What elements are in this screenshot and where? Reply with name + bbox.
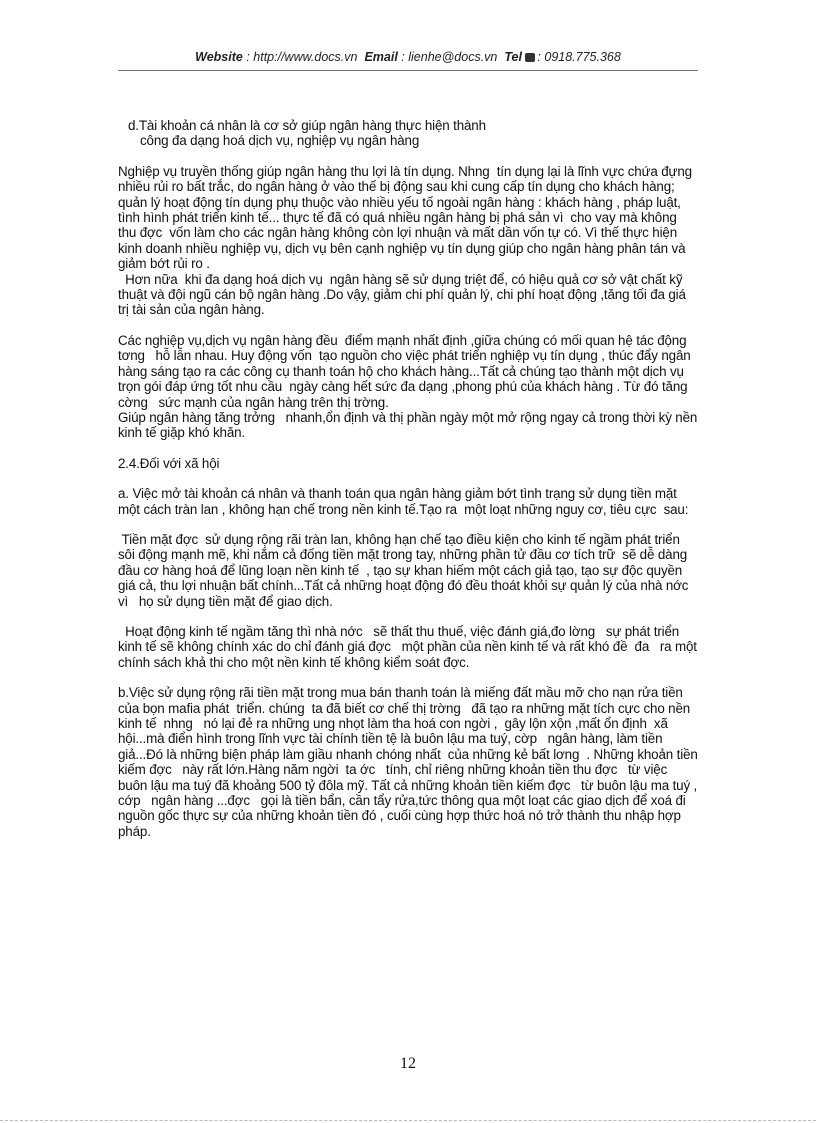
website-value: : http://www.docs.vn bbox=[246, 50, 358, 64]
page-header bbox=[118, 50, 698, 64]
paragraph-tax-loss: Hoạt động kinh tế ngầm tăng thì nhà nớc sẽ thất thu thuế, việc đánh giá,đo lờng sự phát triển kinh tế sẽ không chính xác do chỉ đánh giá đợc một phần của nền kinh tế và rất khó đề đa ra một chính sách khả thi cho một nền kinh tế không kiểm soát đợc. bbox=[118, 623, 701, 670]
tel-label: Tel bbox=[504, 50, 522, 64]
document-body bbox=[118, 118, 702, 839]
paragraph-growth: Giúp ngân hàng tăng trởng nhanh,ổn định và thị phần ngày một mở rộng ngay cả trong thời kỳ nền kinh tế giặp khó khăn. bbox=[118, 409, 701, 441]
email-label: Email bbox=[364, 50, 398, 64]
paragraph-diversification-benefit: Hơn nữa khi đa dạng hoá dịch vụ ngân hàng sẽ sử dụng triệt để, có hiệu quả cơ sở vật chất kỹ thuật và đội ngũ cán bộ ngân hàng .Do vậy, giảm chi phí quản lý, chi phí hoạt động ,tăng tối đa giá trị tài sản của ngân hàng. bbox=[118, 271, 690, 318]
heading-d-line1: d.Tài khoản cá nhân là cơ sở giúp ngân hàng thực hiện thành bbox=[128, 118, 486, 133]
tel-value: : 0918.775.368 bbox=[537, 50, 621, 64]
paragraph-credit-risk: Nghiệp vụ truyền thống giúp ngân hàng thu lợi là tín dụng. Nhng tín dụng lại là lĩnh vực chứa đựng nhiều rủi ro bất trắc, do ngân hàng ở vào thế bị động sau khi cung cấp tín dụng cho khách hàng; quản lý hoạt động tín dụng phụ thuộc vào nhiều yếu tố ngoài ngân hàng : khách hàng , pháp luật, tình hình phát triển kinh tế... thực tế đã có quá nhiều ngân hàng bị phá sản vì cho vay mà không thu đợc vốn làm cho các ngân hàng không còn lợi nhuận và mất dần vốn tự có. Vì thế thực hiện kinh doanh nhiều nghiệp vụ, dịch vụ bên cạnh nghiệp vụ tín dụng giúp cho ngân hàng phân tán và giảm bớt rủi ro . bbox=[118, 163, 696, 272]
paragraph-cash-usage: a. Việc mở tài khoản cá nhân và thanh toán qua ngân hàng giảm bớt tình trạng sử dụng tiền mặt một cách tràn lan , không hạn chế trong nền kinh tế.Tạo ra một loạt những nguy cơ, tiêu cực sau: bbox=[118, 486, 689, 517]
email-value: : lienhe@docs.vn bbox=[401, 50, 498, 64]
website-label: Website bbox=[195, 50, 243, 64]
page-number: 12 bbox=[400, 1055, 416, 1072]
section-heading-society: 2.4.Đối với xã hội bbox=[118, 455, 220, 471]
header-divider bbox=[118, 70, 698, 71]
page-bottom-edge bbox=[0, 1120, 816, 1121]
paragraph-services-interaction: Các nghiệp vụ,dịch vụ ngân hàng đều điểm mạnh nhất định ,giữa chúng có mối quan hệ tác động tơng hỗ lẫn nhau. Huy động vốn tạo nguồn cho việc phát triển nghiệp vụ tín dụng , thúc đẩy ngân hàng sáng tạo ra các công cụ thanh toán hộ cho khách hàng...Tất cả chúng tạo thành một dịch vụ trọn gói đáp ứng tốt nhu cầu ngày càng hết sức đa dạng ,phong phú của khách hàng . Từ đó tăng cờng sức mạnh của ngân hàng trên thị trờng. bbox=[118, 332, 695, 410]
phone-icon bbox=[525, 53, 535, 62]
heading-d-line2: công đa dạng hoá dịch vụ, nghiệp vụ ngân hàng bbox=[140, 133, 420, 149]
paragraph-underground-economy: Tiền mặt đợc sử dụng rộng rãi tràn lan, không hạn chế tạo điều kiện cho kinh tế ngầm phát triển sôi động mạnh mẽ, khi nắm cả đống tiền mặt trong tay, những phần tử đầu cơ tích trữ sẽ dễ dàng đầu cơ hàng hoá để lũng loạn nền kinh tế , tạo sự khan hiếm một cách giả tạo, tạo sự độc quyền giá cả, thu lợi nhuận bất chính...Tất cả những hoạt động đó đều thoát khỏi sự quản lý của nhà nớc vì họ sử dụng tiền mặt để giao dịch. bbox=[118, 531, 692, 609]
paragraph-money-laundering: b.Việc sử dụng rộng rãi tiền mặt trong mua bán thanh toán là miếng đất mầu mỡ cho nạn rửa tiền của bọn mafia phát triển. chúng ta đã biết cơ chế thị trờng đã tạo ra những mặt tích cực cho nền kinh tế nhng nó lại đẻ ra những ung nhọt làm tha hoá con ngời , gây lộn xộn ,mất ổn định xã hội...mà điển hình trong lĩnh vực tài chính tiền tệ là buôn lậu ma tuý, cờp ngân hàng, làm tiền giả...Đó là những biện pháp làm giầu nhanh chóng nhất của những kẻ bất lơng . Những khoản tiền kiếm đợc này rất lớn.Hàng năm ngời ta ớc tính, chỉ riêng những khoản tiền thu đợc từ việc buôn lậu ma tuý đã khoảng 500 tỷ đôla mỹ. Tất cả những khoản tiền kiếm đợc từ buôn lậu ma tuý , cớp ngân hàng ...đợc gọi là tiền bẩn, cần tẩy rửa,tức thông qua một loạt các giao dịch để xoá đi nguồn gốc thực sự của những khoản tiền đó , cuối cùng hợp thức hoá nó trở thành thu nhập hợp pháp. bbox=[118, 685, 702, 839]
